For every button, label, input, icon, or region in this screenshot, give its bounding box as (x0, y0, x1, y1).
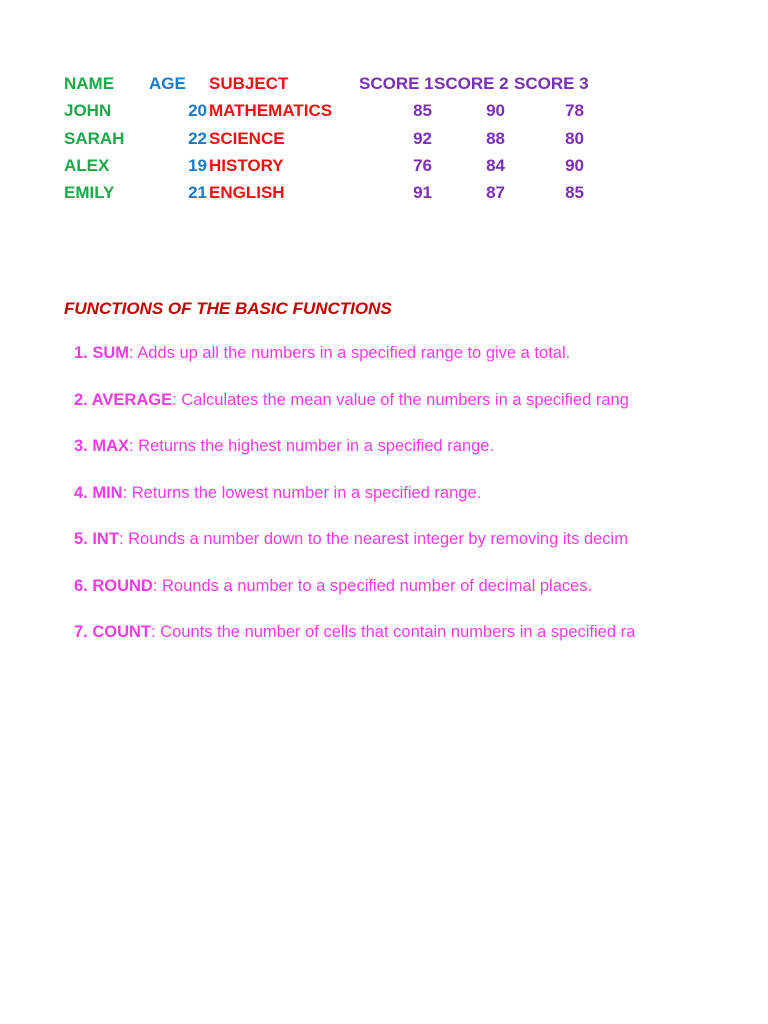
cell-age[interactable]: 22 (188, 128, 207, 148)
cell-score-1[interactable]: 92 (413, 128, 432, 148)
function-description: : Rounds a number to a specified number of decimal places. (152, 576, 593, 595)
cell-name[interactable]: SARAH (64, 128, 125, 148)
list-item-max[interactable] (74, 434, 667, 481)
cell-name[interactable]: EMILY (64, 183, 115, 203)
cell-score-1[interactable]: 91 (413, 183, 432, 203)
function-name: 7. COUNT (74, 623, 152, 641)
header-score-3[interactable]: SCORE 3 (514, 74, 589, 93)
header-age[interactable]: AGE (149, 74, 186, 93)
list-item-average[interactable] (74, 388, 667, 435)
list-item-sum[interactable] (74, 341, 667, 388)
student-score-table-region (64, 70, 624, 206)
table-row (64, 97, 604, 124)
list-item-count[interactable] (74, 620, 667, 667)
cell-score-3[interactable]: 78 (565, 101, 584, 121)
cell-age[interactable]: 21 (188, 183, 207, 203)
cell-score-3[interactable]: 90 (565, 155, 584, 175)
list-item-round[interactable] (74, 574, 667, 621)
function-name: 2. AVERAGE (74, 390, 173, 409)
student-score-table (64, 70, 604, 206)
cell-age[interactable]: 19 (188, 155, 207, 175)
cell-score-1[interactable]: 85 (413, 101, 432, 121)
function-description: : Adds up all the numbers in a specified range to give a total. (129, 344, 571, 362)
function-description: : Counts the number of cells that contain numbers in a specified ra (151, 623, 636, 641)
cell-score-1[interactable]: 76 (413, 155, 432, 175)
function-name: 4. MIN (74, 483, 123, 502)
cell-name[interactable]: JOHN (64, 101, 112, 121)
function-name: 1. SUM (74, 344, 130, 362)
cell-subject[interactable]: ENGLISH (209, 183, 285, 203)
cell-subject[interactable]: SCIENCE (209, 128, 285, 148)
cell-score-2[interactable]: 88 (486, 128, 505, 148)
table-header-row (64, 70, 604, 97)
function-name: 6. ROUND (74, 576, 153, 595)
function-name: 5. INT (74, 530, 119, 548)
cell-score-2[interactable]: 84 (486, 155, 505, 175)
cell-score-3[interactable]: 85 (565, 183, 584, 203)
cell-score-3[interactable]: 80 (565, 128, 584, 148)
table-row (64, 152, 604, 179)
list-item-int[interactable] (74, 527, 667, 574)
table-row (64, 179, 604, 206)
list-item-min[interactable] (74, 481, 667, 528)
header-name[interactable]: NAME (64, 74, 115, 93)
cell-subject[interactable]: MATHEMATICS (209, 101, 333, 121)
function-name: 3. MAX (74, 437, 130, 455)
function-description: : Calculates the mean value of the numbers in a specified rang (172, 390, 629, 409)
function-description: : Rounds a number down to the nearest integer by removing its decim (118, 530, 628, 548)
header-score-1[interactable]: SCORE 1 (359, 74, 434, 93)
table-row (64, 125, 604, 152)
header-score-2[interactable]: SCORE 2 (434, 74, 509, 93)
cell-score-2[interactable]: 90 (486, 101, 505, 121)
cell-name[interactable]: ALEX (64, 155, 110, 175)
cell-subject[interactable]: HISTORY (209, 155, 284, 175)
header-subject[interactable]: SUBJECT (209, 74, 289, 93)
functions-list (74, 341, 667, 667)
cell-age[interactable]: 20 (188, 101, 207, 121)
cell-score-2[interactable]: 87 (486, 183, 505, 203)
functions-heading[interactable]: FUNCTIONS OF THE BASIC FUNCTIONS (64, 299, 392, 318)
function-description: : Returns the lowest number in a specified range. (122, 483, 482, 502)
function-description: : Returns the highest number in a specified range. (129, 437, 495, 455)
